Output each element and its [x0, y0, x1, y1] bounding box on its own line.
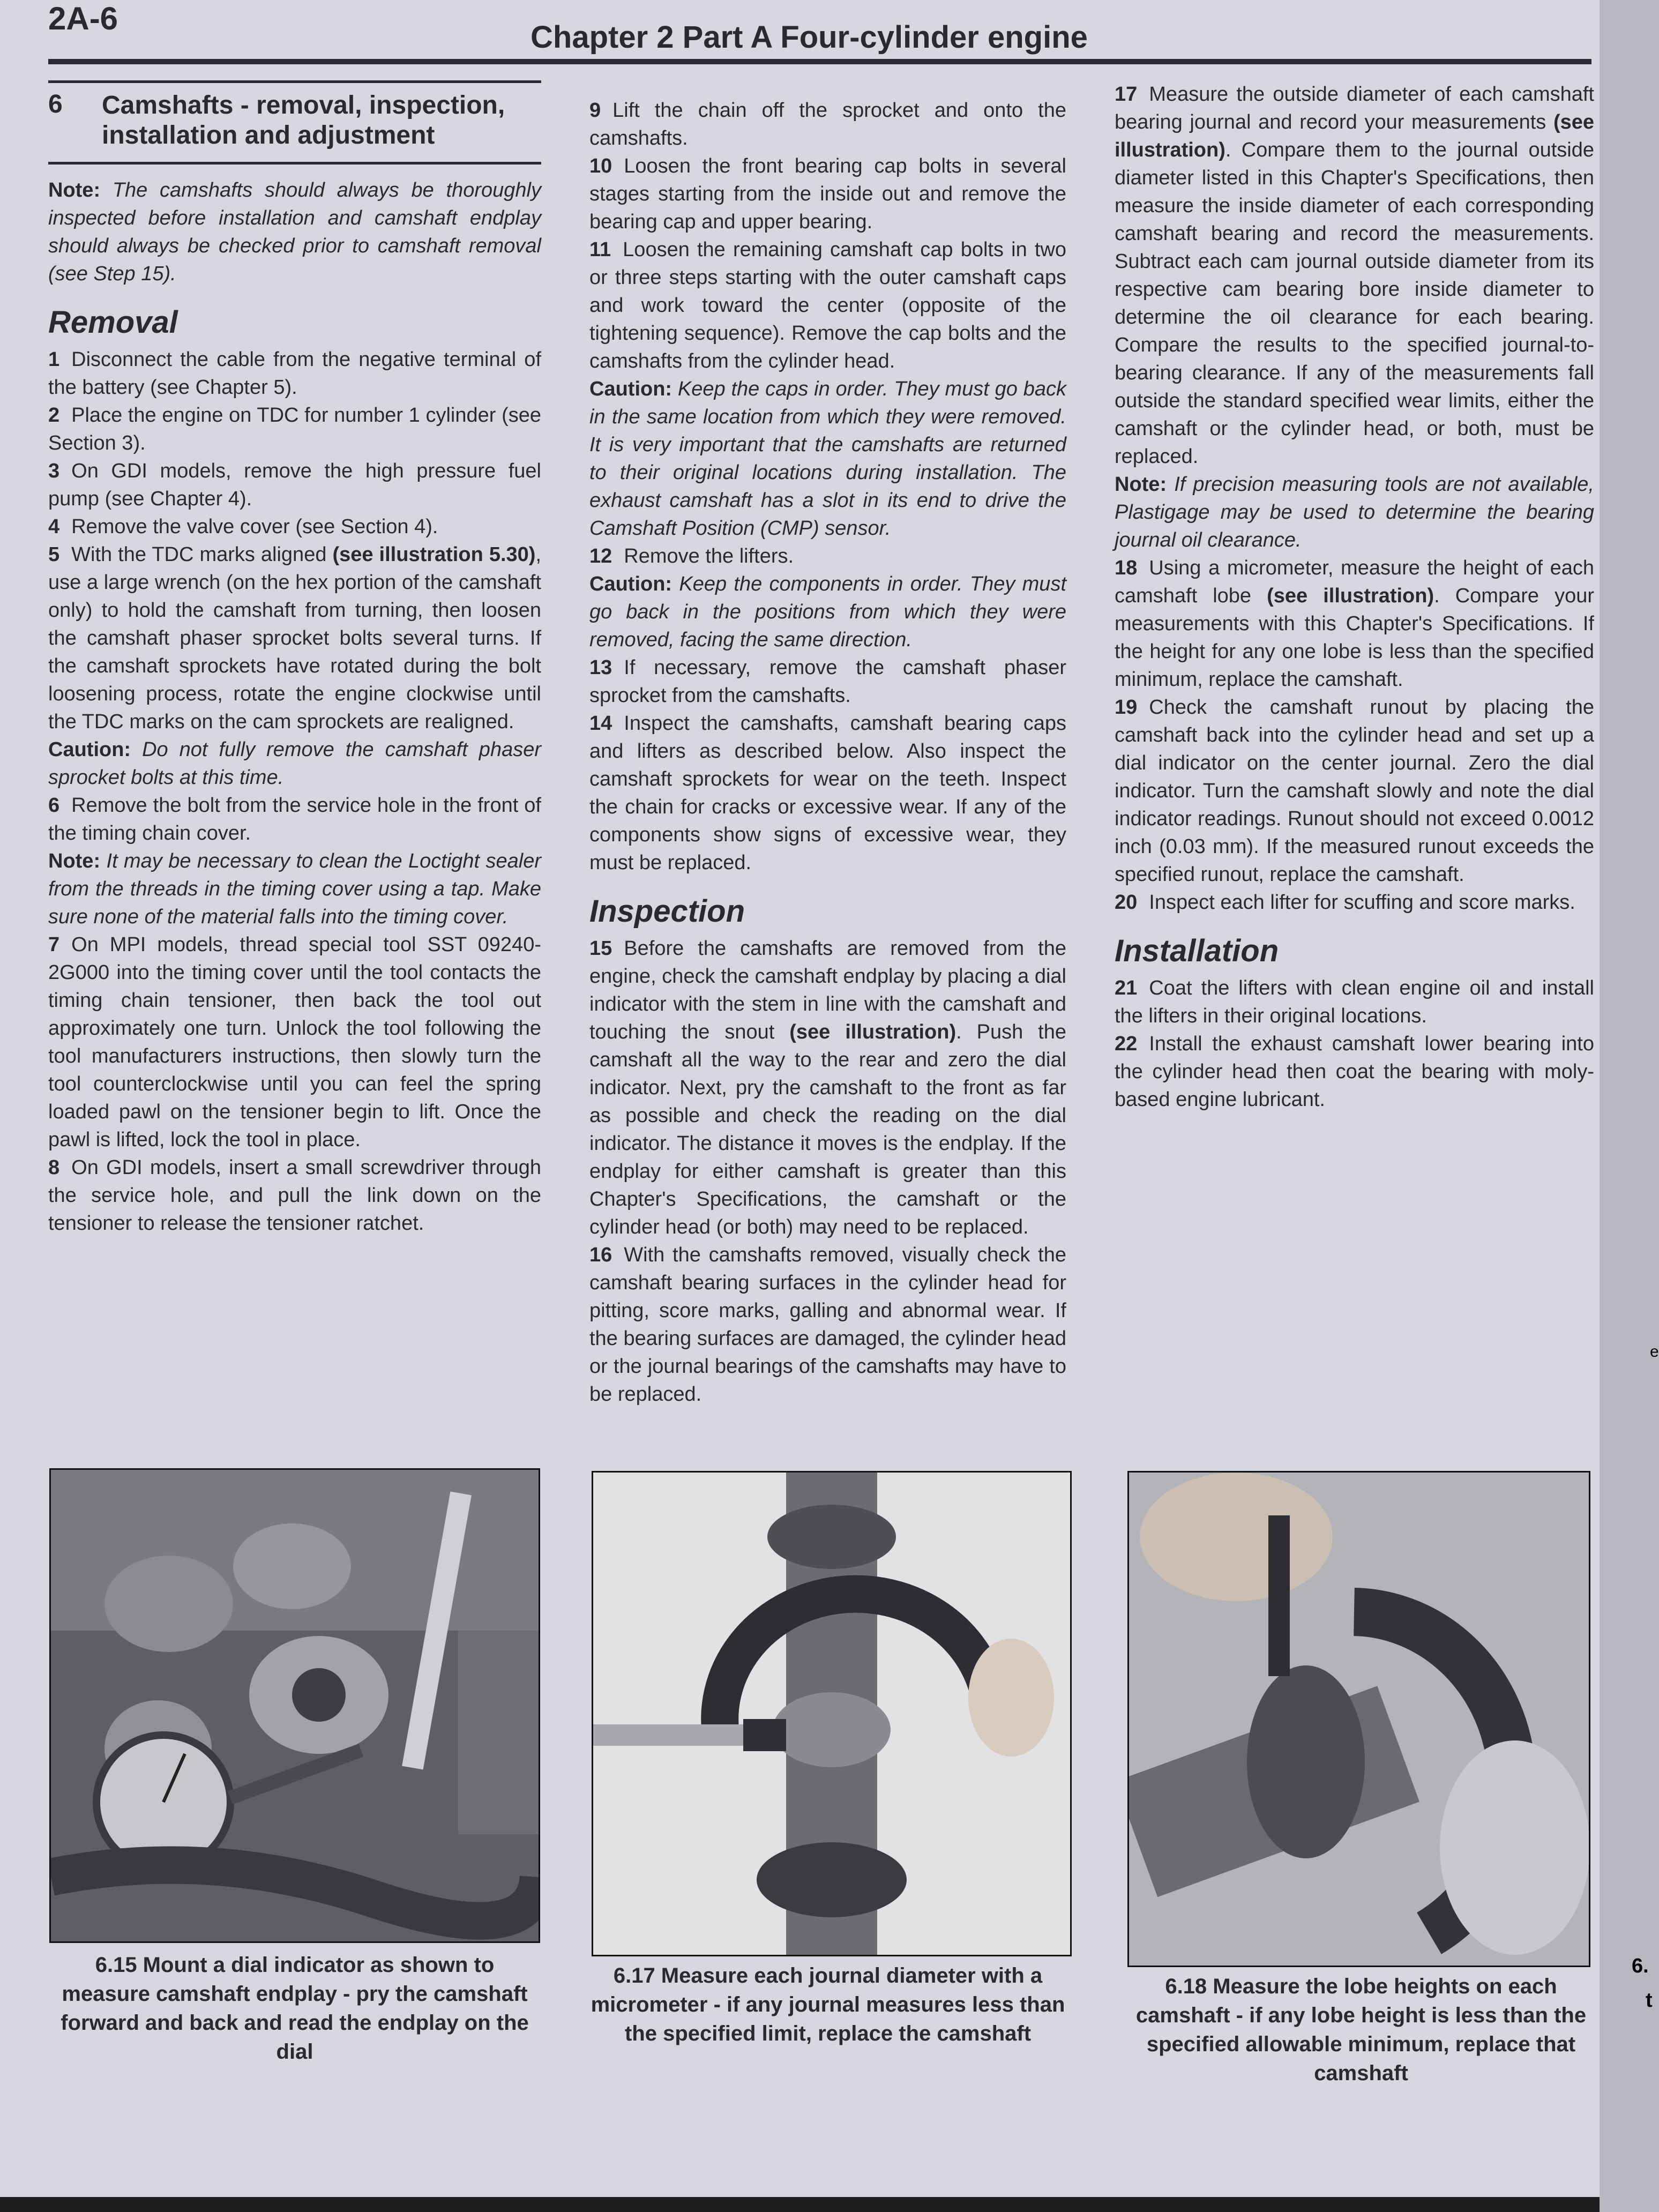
- step-14: 14 Inspect the camshafts, camshaft bearing caps and lifters as described below. Also inspect the camshaft sprockets for wear on the teeth. Inspect the chain for cracks or excessive wear. If any of the components show signs of excessive wear, they must be replaced.: [589, 712, 1066, 874]
- page-number: 2A-6: [48, 1, 118, 36]
- step-6: 6 Remove the bolt from the service hole in the front of the timing chain cover.: [48, 794, 541, 845]
- step-20: 20 Inspect each lifter for scuffing and score marks.: [1115, 891, 1575, 914]
- facing-page-fragment: e: [1650, 1343, 1659, 1361]
- caution-3: Caution: Keep the components in order. They must go back in the positions from which they were removed, facing the same direction.: [589, 573, 1066, 651]
- note-2: Note: It may be necessary to clean the Loctight sealer from the threads in the timing cover using a tap. Make sure none of the material falls into the timing cover.: [48, 850, 541, 928]
- page-header: [48, 0, 1591, 64]
- step-8: 8 On GDI models, insert a small screwdriver through the service hole, and pull the link down on the tensioner to release the tensioner ratchet.: [48, 1156, 541, 1235]
- step-21: 21 Coat the lifters with clean engine oil and install the lifters in their original locations.: [1115, 977, 1594, 1027]
- text-column-2: [589, 96, 1066, 1463]
- step-3: 3 On GDI models, remove the high pressure fuel pump (see Chapter 4).: [48, 460, 541, 510]
- facing-page-edge: [1600, 0, 1659, 2212]
- step-19: 19 Check the camshaft runout by placing the camshaft back into the cylinder head and set up a dial indicator on the center journal. Zero the dial indicator. Turn the camshaft slowly and note the dial indicator readings. Runout should not exceed 0.0012 inch (0.03 mm). If the measured runout exceeds the specified runout, replace the camshaft.: [1115, 696, 1594, 886]
- facing-page-fragment: 6.: [1632, 1955, 1649, 1977]
- installation-heading: Installation: [1115, 933, 1279, 968]
- step-11: 11 Loosen the remaining camshaft cap bolts in two or three steps starting with the outer camshaft caps and work toward the center (opposite of the tightening sequence). Remove the cap bolts and the camshafts from the cylinder head.: [589, 238, 1066, 372]
- section-note: Note: The camshafts should always be thoroughly inspected before installation and camshaft endplay should always be checked prior to camshaft removal (see Step 15).: [48, 179, 541, 285]
- section-title: Camshafts - removal, inspection, installation and adjustment: [102, 91, 505, 150]
- note-3: Note: If precision measuring tools are not available, Plastigage may be used to determine the bearing journal oil clearance.: [1115, 473, 1594, 551]
- step-9: 9 Lift the chain off the sprocket and onto the camshafts.: [589, 99, 1066, 150]
- section-number: 6: [48, 90, 63, 118]
- step-16: 16 With the camshafts removed, visually check the camshaft bearing surfaces in the cylinder head for pitting, score marks, galling and abnormal wear. If the bearing surfaces are damaged, the cylinder head or the journal bearings of the camshafts may have to be replaced.: [589, 1244, 1066, 1406]
- step-7: 7 On MPI models, thread special tool SST 09240-2G000 into the timing cover until the tool contacts the timing chain tensioner, then back the tool out approximately one turn. Unlock the tool following the tool manufacturers instructions, then slowly turn the tool counterclockwise until you can feel the spring loaded pawl on the tensioner begin to lift. Once the pawl is lifted, lock the tool in place.: [48, 933, 541, 1151]
- figure-dial-indicator-photo: [49, 1468, 540, 1943]
- caution-2: Caution: Keep the caps in order. They must go back in the same location from which they were removed. It is very important that the camshafts are returned to their original locations during installation. The exhaust camshaft has a slot in its end to drive the Camshaft Position (CMP) sensor.: [589, 378, 1066, 540]
- step-4: 4 Remove the valve cover (see Section 4).: [48, 515, 438, 538]
- inspection-heading: Inspection: [589, 894, 745, 929]
- step-5: 5 With the TDC marks aligned (see illustration 5.30), use a large wrench (on the hex portion of the camshaft only) to hold the camshaft from turning, then loosen the camshaft phaser sprocket bolts several turns. If the camshaft sprockets have rotated during the bolt loosening process, rotate the engine clockwise until the TDC marks on the cam sprockets are realigned.: [48, 543, 541, 733]
- figure-micrometer-journal-photo: [592, 1471, 1072, 1956]
- step-13: 13 If necessary, remove the camshaft phaser sprocket from the camshafts.: [589, 656, 1066, 707]
- step-1: 1 Disconnect the cable from the negative terminal of the battery (see Chapter 5).: [48, 348, 541, 399]
- section-heading: [48, 80, 541, 165]
- step-22: 22 Install the exhaust camshaft lower bearing into the cylinder head then coat the bearing with moly-based engine lubricant.: [1115, 1033, 1594, 1111]
- figure-caption-6-18: 6.18 Measure the lobe heights on each camshaft - if any lobe height is less than the specified allowable minimum, replace that camshaft: [1135, 1975, 1587, 2085]
- step-2: 2 Place the engine on TDC for number 1 cylinder (see Section 3).: [48, 404, 541, 454]
- removal-heading: Removal: [48, 305, 178, 340]
- text-column-3: [1115, 80, 1594, 1447]
- text-column-1: [48, 80, 541, 1447]
- step-17: 17 Measure the outside diameter of each camshaft bearing journal and record your measurements (see illustration). Compare them to the journal outside diameter listed in this Chapter's Specifications, then measure the inside diameter of each corresponding camshaft bearing and record the measurements. Subtract each cam journal outside diameter from its respective cam bearing bore inside diameter to determine the oil clearance for each bearing. Compare the results to the specified journal-to-bearing clearance. If any of the measurements fall outside the standard specified wear limits, either the camshaft or the cylinder head, or both, must be replaced.: [1115, 83, 1594, 468]
- facing-page-fragment: t: [1646, 1989, 1653, 2012]
- figure-caption-6-17: 6.17 Measure each journal diameter with a micrometer - if any journal measures less than the specified limit, replace the camshaft: [591, 1964, 1065, 2045]
- chapter-title: Chapter 2 Part A Four-cylinder engine: [530, 20, 1088, 55]
- figure-caption-6-15: 6.15 Mount a dial indicator as shown to measure camshaft endplay - pry the camshaft forward and back and read the endplay on the dial: [61, 1953, 529, 2064]
- figure-micrometer-lobe-photo: [1127, 1471, 1590, 1967]
- step-12: 12 Remove the lifters.: [589, 545, 794, 567]
- step-18: 18 Using a micrometer, measure the height of each camshaft lobe (see illustration). Compare your measurements with this Chapter's Specifications. If the height for any one lobe is less than the specified minimum, replace the camshaft.: [1115, 557, 1594, 691]
- caution-1: Caution: Do not fully remove the camshaft phaser sprocket bolts at this time.: [48, 738, 541, 789]
- step-10: 10 Loosen the front bearing cap bolts in several stages starting from the inside out and remove the bearing cap and upper bearing.: [589, 155, 1066, 233]
- step-15: 15 Before the camshafts are removed from the engine, check the camshaft endplay by placing a dial indicator with the stem in line with the camshaft and touching the snout (see illustration). Push the camshaft all the way to the rear and zero the dial indicator. Next, pry the camshaft to the front as far as possible and check the reading on the dial indicator. The distance it moves is the endplay. If the endplay for either camshaft is greater than this Chapter's Specifications, the camshaft or the cylinder head (or both) may need to be replaced.: [589, 937, 1066, 1238]
